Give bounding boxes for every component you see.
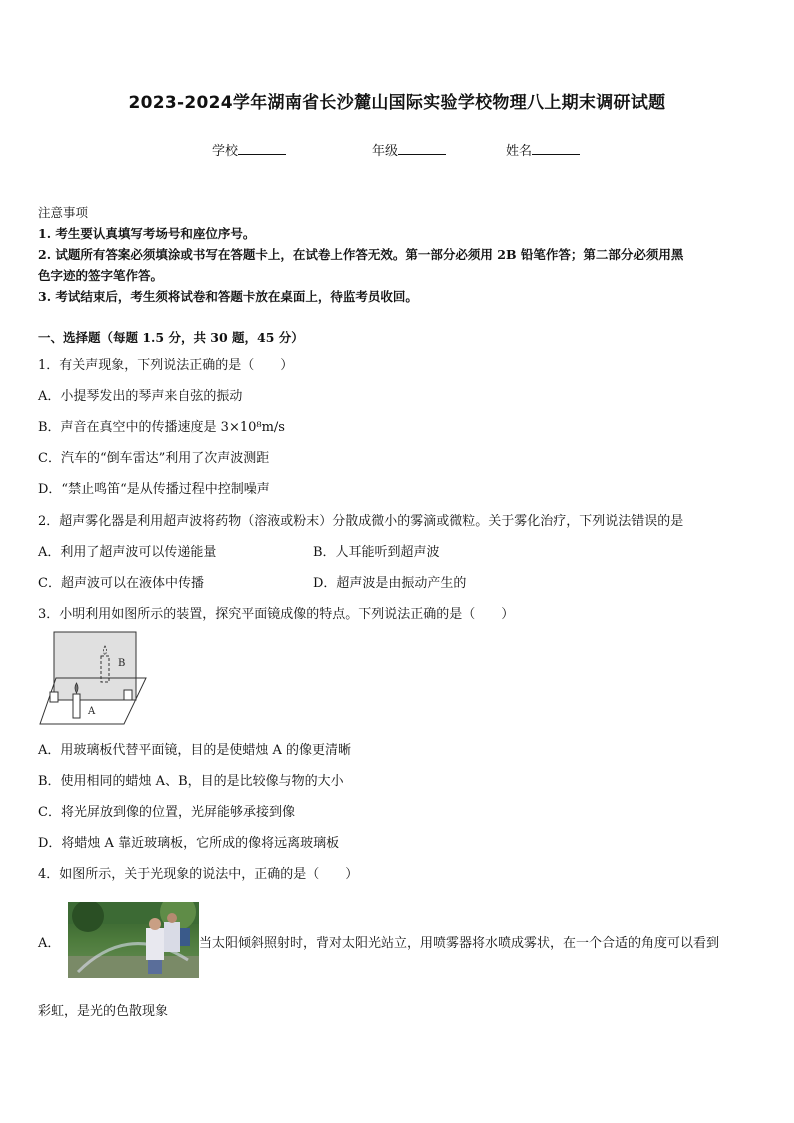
grade-blank — [398, 142, 446, 155]
q3-option-c: C．将光屏放到像的位置，光屏能够承接到像 — [38, 805, 295, 820]
q2-stem: 2．超声雾化器是利用超声波将药物（溶液或粉末）分散成微小的雾滴或微粒。关于雾化治疗，下列说法错误的是 — [38, 514, 684, 529]
q2-option-a: A．利用了超声波可以传递能量 — [38, 545, 217, 560]
mirror-experiment-figure — [38, 630, 150, 728]
section-heading: 一、选择题（每题 1.5 分，共 30 题，45 分） — [38, 330, 304, 345]
notice-item: 3. 考试结束后，考生须将试卷和答题卡放在桌面上，待监考员收回。 — [38, 289, 418, 304]
name-field — [506, 140, 580, 159]
q1-option-d: D．“禁止鸣笛“是从传播过程中控制噪声 — [38, 482, 270, 497]
q3-stem: 3．小明利用如图所示的装置，探究平面镜成像的特点。下列说法正确的是（ ） — [38, 607, 515, 622]
notice-item: 色字迹的签字笔作答。 — [38, 268, 164, 283]
page-title: 2023-2024学年湖南省长沙麓山国际实验学校物理八上期末调研试题 — [128, 93, 666, 113]
q4-option-a-text: 当太阳倾斜照射时，背对太阳光站立，用喷雾器将水喷成雾状，在一个合适的角度可以看到 — [199, 936, 720, 951]
q3-option-d: D．将蜡烛 A 靠近玻璃板，它所成的像将远离玻璃板 — [38, 836, 340, 851]
q2-option-c: C．超声波可以在液体中传播 — [38, 576, 204, 591]
notice-heading: 注意事项 — [38, 205, 89, 220]
candle-a-flame-icon — [75, 683, 78, 693]
grade-field — [372, 140, 446, 159]
notice-item: 1. 考生要认真填写考场号和座位序号。 — [38, 226, 256, 241]
q3-option-a: A．用玻璃板代替平面镜，目的是使蜡烛 A 的像更清晰 — [38, 743, 352, 758]
q2-option-d: D．超声波是由振动产生的 — [313, 576, 467, 591]
left-support — [50, 692, 58, 702]
label-b: B — [118, 658, 126, 669]
name-label: 姓名 — [506, 144, 533, 159]
rainbow-photo — [68, 902, 199, 978]
q2-option-b: B．人耳能听到超声波 — [313, 545, 440, 560]
right-support — [124, 690, 132, 700]
q4-option-a-cont: 彩虹，是光的色散现象 — [38, 1004, 169, 1019]
grade-label: 年级 — [372, 144, 399, 159]
name-blank — [532, 142, 580, 155]
candle-a — [73, 694, 80, 718]
q1-option-c: C．汽车的“倒车雷达”利用了次声波测距 — [38, 451, 270, 466]
q4-stem: 4．如图所示，关于光现象的说法中，正确的是（ ） — [38, 867, 359, 882]
school-label: 学校 — [212, 144, 239, 159]
school-blank — [238, 142, 286, 155]
label-a: A — [88, 706, 96, 717]
q1-stem: 1．有关声现象，下列说法正确的是（ ） — [38, 358, 294, 373]
q1-option-b: B．声音在真空中的传播速度是 3×10⁸m/s — [38, 420, 285, 435]
school-field — [212, 140, 286, 159]
q1-option-a: A．小提琴发出的琴声来自弦的振动 — [38, 389, 243, 404]
q3-option-b: B．使用相同的蜡烛 A、B，目的是比较像与物的大小 — [38, 774, 344, 789]
notice-item: 2. 试题所有答案必须填涂或书写在答题卡上，在试卷上作答无效。第一部分必须用 2B 铅笔作答；第二部分必须用黑 — [38, 247, 684, 262]
q4-option-a-label: A． — [38, 936, 61, 951]
